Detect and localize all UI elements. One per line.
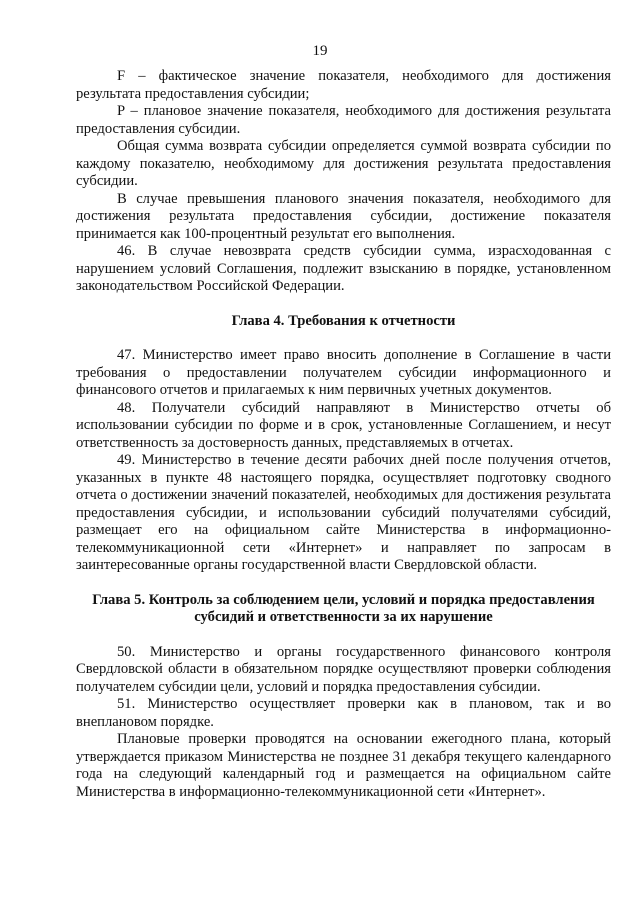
paragraph-50: 50. Министерство и органы государственного финансового контроля Свердловской области в обязательном порядке осуществляют проверки соблюдения получателем субсидии цели, условий и порядка предоставления субсидии. xyxy=(76,643,611,695)
paragraph-total-refund: Общая сумма возврата субсидии определяется суммой возврата субсидии по каждому показателю, необходимому для достижения результата предоставления субсидии. xyxy=(76,138,611,189)
paragraph-46: 46. В случае невозврата средств субсидии сумма, израсходованная с нарушением условий Соглашения, подлежит взысканию в порядке, установленном законодательством Российской Федерации. xyxy=(76,243,611,294)
paragraph-48: 48. Получатели субсидий направляют в Министерство отчеты об использовании субсидии по форме и в срок, установленные Соглашением, и несут ответственность за достоверность данных, представляемых в отчетах. xyxy=(76,399,611,451)
paragraph-51: 51. Министерство осуществляет проверки как в плановом, так и во внеплановом порядке. xyxy=(76,696,611,730)
paragraph-p-definition: P – плановое значение показателя, необходимого для достижения результата предоставления субсидии. xyxy=(76,103,611,137)
paragraph-49: 49. Министерство в течение десяти рабочих дней после получения отчетов, указанных в пункте 48 настоящего порядка, осуществляет подготовку сводного отчета о достижении значений показателей, необходимых для достижения результата предоставления субсидии, и использовании субсидий получателями субсидий, размещает его на официальном сайте Министерства в информационно-телекоммуникационной сети «Интернет» и направляет по запросам в заинтересованные органы государственной власти Свердловской области. xyxy=(76,452,611,573)
paragraph-47: 47. Министерство имеет право вносить дополнение в Соглашение в части требования о предоставлении получателем субсидии информационного и финансового отчетов и прилагаемых к ним первичных учетных документов. xyxy=(76,347,611,398)
paragraph-f-definition: F – фактическое значение показателя, необходимого для достижения результата предоставления субсидии; xyxy=(76,68,611,102)
document-body xyxy=(76,68,611,801)
paragraph-planned-inspections: Плановые проверки проводятся на основании ежегодного плана, который утверждается приказом Министерства не позднее 31 декабря текущего календарного года на следующий календарный год и размещается на официальном сайте Министерства в информационно-телекоммуникационной сети «Интернет». xyxy=(76,731,611,800)
paragraph-excess-plan: В случае превышения планового значения показателя, необходимого для достижения результата предоставления субсидии, достижение показателя принимается как 100-процентный результат его выполнения. xyxy=(76,190,611,242)
page-number: 19 xyxy=(312,43,328,59)
chapter-4-heading: Глава 4. Требования к отчетности xyxy=(231,312,456,329)
chapter-5-heading: Глава 5. Контроль за соблюдением цели, условий и порядка предоставления субсидий и ответственности за их нарушение xyxy=(92,591,595,625)
